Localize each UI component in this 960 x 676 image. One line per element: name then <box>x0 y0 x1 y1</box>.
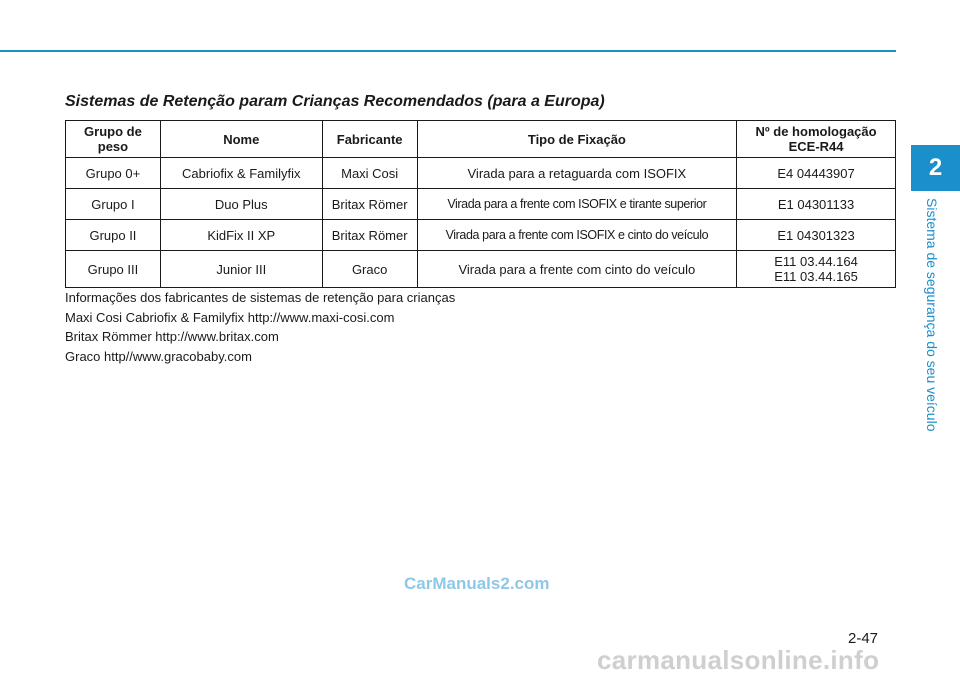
cell-approval-number: E4 04443907 <box>737 158 896 189</box>
section-title: Sistemas de Retenção param Crianças Recomendados (para a Europa) <box>65 93 605 110</box>
top-rule <box>0 50 896 52</box>
chapter-tab <box>911 145 960 191</box>
cell-fixation-type: Virada para a frente com ISOFIX e tirante superior <box>417 189 736 220</box>
page-number: 2-47 <box>848 630 879 647</box>
manufacturer-line: Graco http//www.gracobaby.com <box>65 348 252 364</box>
cell-weight-group: Grupo II <box>66 220 161 251</box>
child-seat-table <box>65 120 896 288</box>
table-header-row <box>66 121 896 158</box>
header-weight-group: Grupo de peso <box>66 121 161 158</box>
cell-approval-number: E1 04301133 <box>737 189 896 220</box>
cell-fixation-type: Virada para a frente com ISOFIX e cinto do veículo <box>417 220 736 251</box>
table-row <box>66 189 896 220</box>
manufacturer-info <box>65 288 455 366</box>
cell-weight-group: Grupo I <box>66 189 161 220</box>
cell-name: KidFix II XP <box>160 220 322 251</box>
table-row <box>66 158 896 189</box>
cell-name: Junior III <box>160 251 322 288</box>
cell-manufacturer: Maxi Cosi <box>322 158 417 189</box>
cell-manufacturer: Graco <box>322 251 417 288</box>
chapter-title: Sistema de segurança do seu veículo <box>924 198 940 432</box>
header-manufacturer: Fabricante <box>322 121 417 158</box>
cell-name: Cabriofix & Familyfix <box>160 158 322 189</box>
cell-fixation-type: Virada para a frente com cinto do veículo <box>417 251 736 288</box>
cell-fixation-type: Virada para a retaguarda com ISOFIX <box>417 158 736 189</box>
table-row <box>66 220 896 251</box>
header-fixation-type: Tipo de Fixação <box>417 121 736 158</box>
cell-weight-group: Grupo III <box>66 251 161 288</box>
chapter-side-title <box>920 198 944 444</box>
cell-name: Duo Plus <box>160 189 322 220</box>
manufacturer-line: Maxi Cosi Cabriofix & Familyfix http://www.maxi-cosi.com <box>65 309 395 325</box>
cell-approval-number: E11 03.44.164 E11 03.44.165 <box>737 251 896 288</box>
cell-manufacturer: Britax Römer <box>322 220 417 251</box>
watermark-carmanuals2: CarManuals2.com <box>404 574 550 593</box>
cell-manufacturer: Britax Römer <box>322 189 417 220</box>
manufacturer-info-heading: Informações dos fabricantes de sistemas de retenção para crianças <box>65 290 456 305</box>
table-row <box>66 251 896 288</box>
header-name: Nome <box>160 121 322 158</box>
chapter-number: 2 <box>928 154 943 181</box>
watermark-carmanualsonline: carmanualsonline.info <box>597 645 880 675</box>
manufacturer-line: Britax Römmer http://www.britax.com <box>65 329 279 344</box>
cell-weight-group: Grupo 0+ <box>66 158 161 189</box>
header-approval-number: Nº de homologação ECE-R44 <box>737 121 896 158</box>
cell-approval-number: E1 04301323 <box>737 220 896 251</box>
